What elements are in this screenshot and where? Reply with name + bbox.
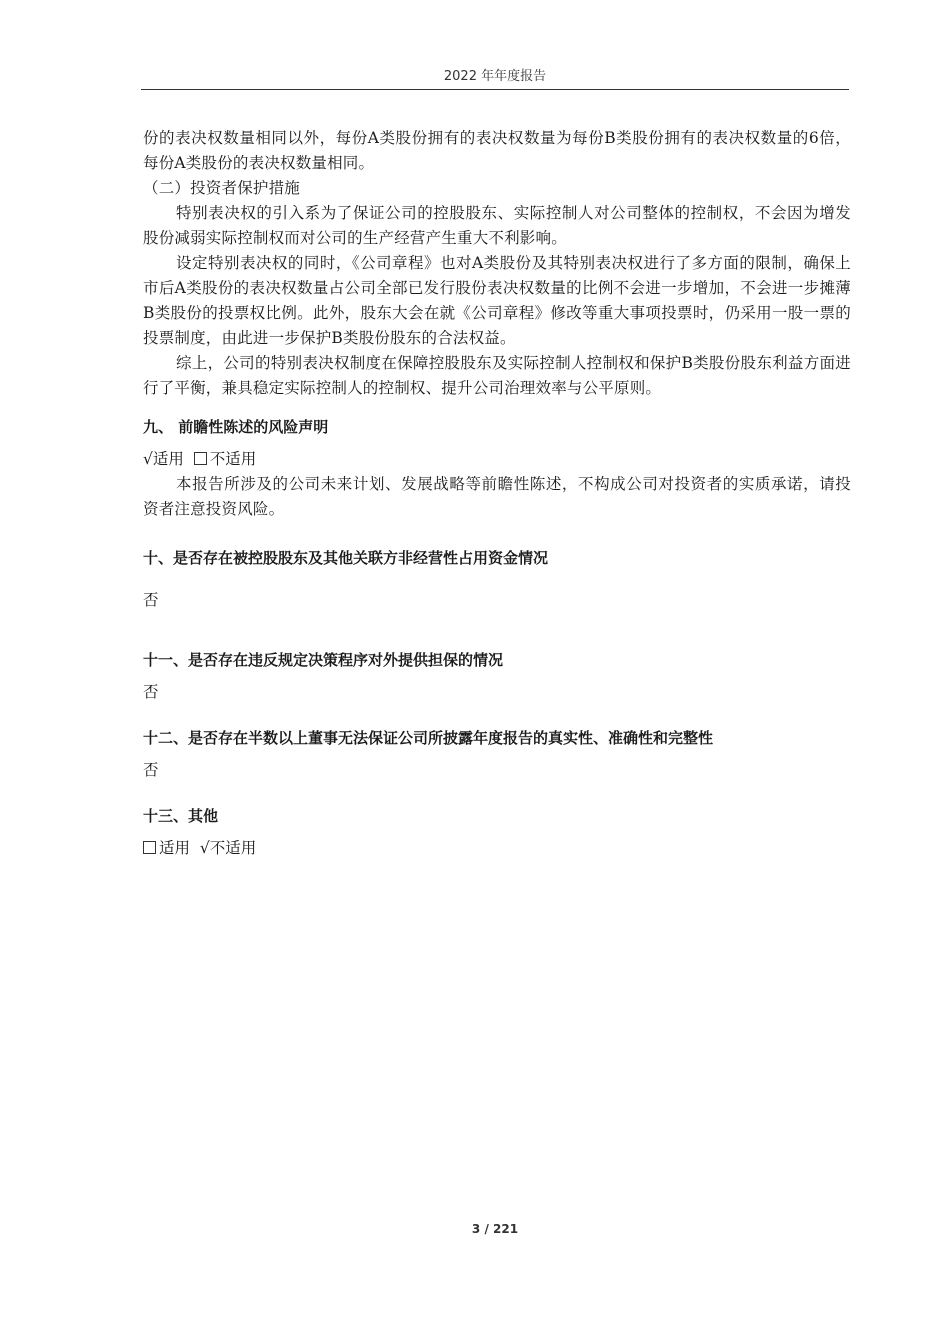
protection-paragraph-1: 特别表决权的引入系为了保证公司的控股股东、实际控制人对公司整体的控制权，不会因为增发股份减弱实际控制权而对公司的生产经营产生重大不利影响。 [143, 204, 851, 247]
header-divider [141, 89, 849, 90]
section-9-applicability [143, 447, 851, 472]
document-body [143, 126, 851, 861]
section-10-answer: 否 [143, 591, 159, 609]
intro-paragraph: 份的表决权数量相同以外，每份A类股份拥有的表决权数量为每份B类股份拥有的表决权数量的6倍，每份A类股份的表决权数量相同。 [143, 129, 851, 172]
section-9-paragraph: 本报告所涉及的公司未来计划、发展战略等前瞻性陈述，不构成公司对投资者的实质承诺，请投资者注意投资风险。 [143, 475, 851, 518]
check-mark-icon: √ [199, 839, 210, 857]
section-13-heading: 十三、其他 [143, 807, 219, 825]
protection-heading: （二）投资者保护措施 [143, 179, 301, 197]
protection-paragraph-2: 设定特别表决权的同时，《公司章程》也对A类股份及其特别表决权进行了多方面的限制，确保上市后A类股份的表决权数量占公司全部已发行股份表决权数量的比例不会进一步增加，不会进一步摊薄B类股份的投票权比例。此外，股东大会在就《公司章程》修改等重大事项投票时，仍采用一股一票的投票制度，由此进一步保护B类股份股东的合法权益。 [143, 254, 851, 347]
empty-checkbox-icon [194, 452, 207, 465]
section-13-applicability [143, 836, 851, 861]
section-12-heading: 十二、是否存在半数以上董事无法保证公司所披露年度报告的真实性、准确性和完整性 [143, 729, 714, 747]
empty-checkbox-icon [143, 841, 156, 854]
page-header: 2022 年年度报告 [443, 69, 547, 84]
not-applicable-label: 不适用 [209, 839, 257, 857]
section-11-answer: 否 [143, 683, 159, 701]
page-number: 3 / 221 [471, 1222, 519, 1236]
check-mark-icon: √ [143, 450, 153, 468]
protection-paragraph-3: 综上，公司的特别表决权制度在保障控股股东及实际控制人控制权和保护B类股份股东利益方面进行了平衡，兼具稳定实际控制人的控制权、提升公司治理效率与公平原则。 [143, 354, 851, 397]
section-11-heading: 十一、是否存在违反规定决策程序对外提供担保的情况 [143, 651, 504, 669]
section-12-answer: 否 [143, 761, 159, 779]
section-9-heading: 九、 前瞻性陈述的风险声明 [143, 418, 329, 436]
applicable-label: 适用 [152, 450, 184, 468]
section-10-heading: 十、是否存在被控股股东及其他关联方非经营性占用资金情况 [143, 549, 549, 567]
applicable-label: 适用 [159, 839, 191, 857]
not-applicable-label: 不适用 [209, 450, 257, 468]
